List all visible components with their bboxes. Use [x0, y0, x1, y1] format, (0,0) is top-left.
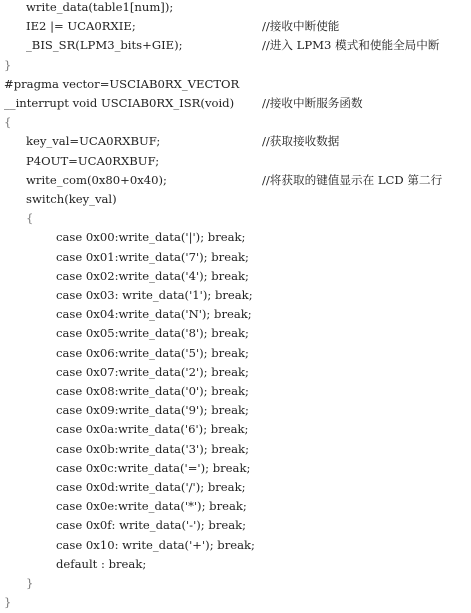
code-text: case 0x04:write_data('N'); break;: [56, 307, 252, 322]
code-comment: //进入 LPM3 模式和使能全局中断: [262, 38, 440, 53]
code-text: case 0x07:write_data('2'); break;: [56, 364, 249, 379]
code-text: case 0x02:write_data('4'); break;: [56, 268, 249, 283]
code-text: case 0x10: write_data('+'); break;: [56, 537, 255, 552]
code-text: _BIS_SR(LPM3_bits+GIE);: [26, 38, 183, 53]
code-text: case 0x03: write_data('1'); break;: [56, 288, 253, 302]
code-text: {: [26, 211, 34, 226]
code-text: case 0x08:write_data('0'); break;: [56, 384, 249, 398]
code-text: case 0x05:write_data('8'); break;: [56, 326, 249, 341]
code-text: case 0x0b:write_data('3'); break;: [56, 441, 249, 456]
code-comment: //接收中断使能: [262, 19, 340, 34]
code-text: switch(key_val): [26, 192, 117, 206]
code-text: write_com(0x80+0x40);: [26, 172, 167, 187]
code-comment: //将获取的键值显示在 LCD 第二行: [262, 172, 443, 187]
code-text: default : break;: [56, 556, 147, 571]
code-line: [0, 591, 471, 613]
code-text: case 0x00:write_data('|'); break;: [56, 230, 246, 245]
code-text: case 0x01:write_data('7'); break;: [56, 249, 249, 264]
code-text: write_data(table1[num]);: [26, 0, 174, 14]
code-text: case 0x09:write_data('9'); break;: [56, 403, 249, 418]
code-text: case 0x0c:write_data('='); break;: [56, 460, 251, 475]
code-text: case 0x0e:write_data('*'); break;: [56, 499, 247, 514]
code-text: }: [4, 57, 12, 72]
code-text: }: [4, 595, 12, 610]
code-text: __interrupt void USCIAB0RX_ISR(void): [4, 96, 235, 110]
code-comment: //获取接收数据: [262, 134, 340, 149]
code-text: key_val=UCA0RXBUF;: [26, 134, 161, 149]
code-text: IE2 |= UCA0RXIE;: [26, 19, 136, 34]
code-text: case 0x0d:write_data('/'); break;: [56, 480, 246, 494]
code-text: case 0x06:write_data('5'); break;: [56, 345, 249, 360]
code-comment: //接收中断服务函数: [262, 96, 363, 110]
code-text: #pragma vector=USCIAB0RX_VECTOR: [4, 76, 240, 91]
code-text: case 0x0a:write_data('6'); break;: [56, 422, 249, 437]
code-text: {: [4, 115, 12, 130]
code-text: case 0x0f: write_data('-'); break;: [56, 518, 247, 533]
code-text: }: [26, 576, 34, 590]
code-text: P4OUT=UCA0RXBUF;: [26, 153, 160, 168]
